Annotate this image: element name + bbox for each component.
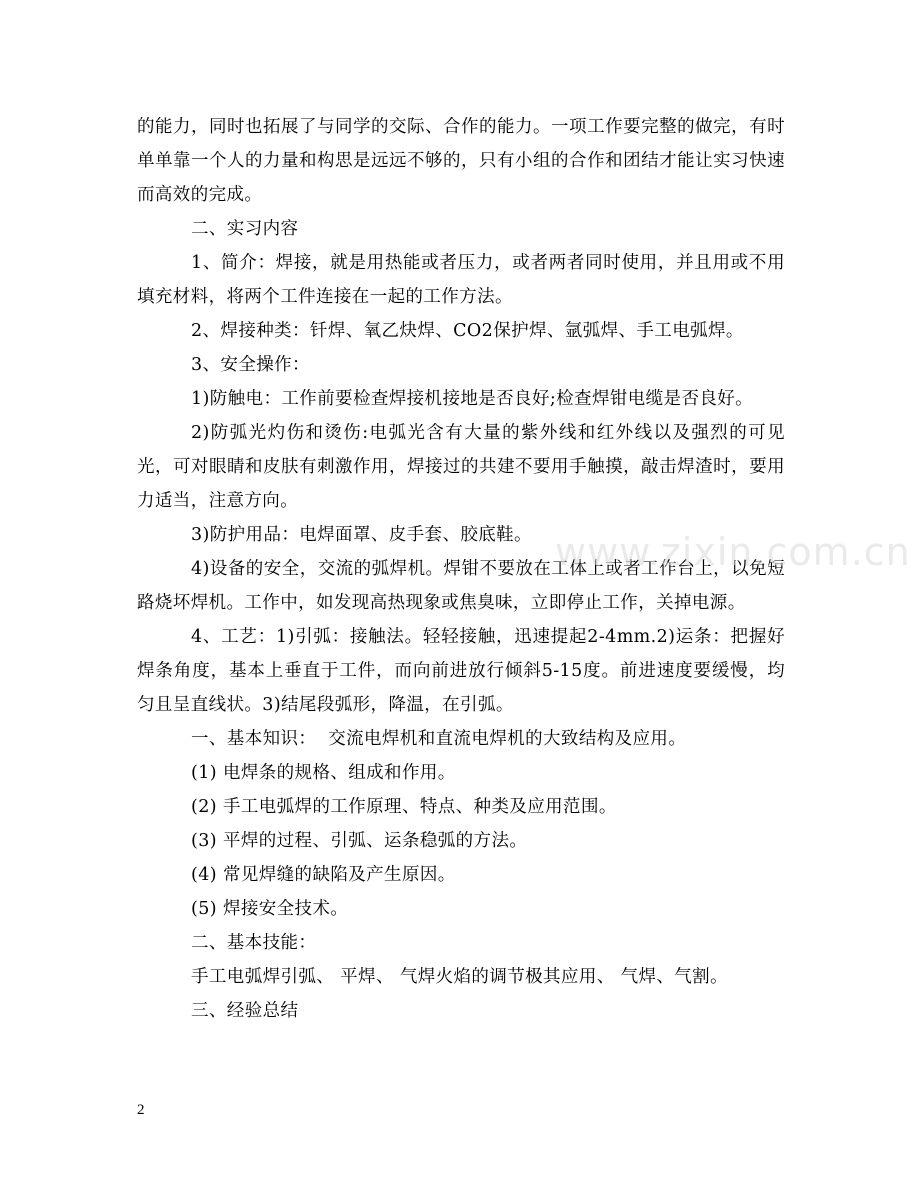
paragraph: 手工电弧焊引弧、 平焊、 气焊火焰的调节极其应用、 气焊、气割。 (191, 967, 728, 987)
paragraph: 1、简介：焊接，就是用热能或者压力，或者两者同时使用，并且用或不用填充材料，将两个工件连接在一起的工作方法。 (137, 253, 785, 307)
list-item: (1) 电焊条的规格、组成和作用。 (191, 763, 456, 783)
list-item: (4) 常见焊缝的缺陷及产生原因。 (191, 865, 456, 885)
page-number: 2 (137, 1102, 145, 1118)
list-item: (3) 平焊的过程、引弧、运条稳弧的方法。 (191, 831, 528, 851)
paragraph: 3)防护用品：电焊面罩、皮手套、胶底鞋。 (191, 525, 532, 545)
list-item: (2) 手工电弧焊的工作原理、特点、种类及应用范围。 (191, 797, 617, 817)
paragraph: 2)防弧光灼伤和烫伤:电弧光含有大量的紫外线和红外线以及强烈的可见光，可对眼睛和皮肤有刺激作用，焊接过的共建不要用手触摸，敲击焊渣时，要用力适当，注意方向。 (137, 423, 785, 511)
section-heading: 一、基本知识： 交流电焊机和直流电焊机的大致结构及应用。 (191, 729, 687, 749)
list-item: (5) 焊接安全技术。 (191, 899, 349, 919)
section-heading: 二、基本技能： (191, 933, 317, 953)
paragraph: 的能力，同时也拓展了与同学的交际、合作的能力。一项工作要完整的做完，有时单单靠一个人的力量和构思是远远不够的，只有小组的合作和团结才能让实习快速而高效的完成。 (137, 117, 785, 205)
paragraph: 3、安全操作： (191, 355, 310, 375)
paragraph: 2、焊接种类：钎焊、氧乙炔焊、CO2保护焊、氩弧焊、手工电弧焊。 (191, 321, 744, 341)
paragraph: 1)防触电：工作前要检查焊接机接地是否良好;检查焊钳电缆是否良好。 (191, 389, 754, 409)
section-heading: 三、经验总结 (191, 1001, 299, 1021)
paragraph: 4)设备的安全，交流的弧焊机。焊钳不要放在工体上或者工作台上，以免短路烧坏焊机。工作中，如发现高热现象或焦臭味，立即停止工作，关掉电源。 (137, 559, 785, 613)
section-heading: 二、实习内容 (191, 219, 299, 239)
watermark: www.zixin.com.cn (555, 530, 911, 574)
paragraph: 4、工艺：1)引弧：接触法。轻轻接触，迅速提起2-4mm.2)运条：把握好焊条角度，基本上垂直于工件，而向前进放行倾斜5-15度。前进速度要缓慢，均匀且呈直线状。3)结尾段弧形，降温，在引弧。 (137, 627, 785, 715)
